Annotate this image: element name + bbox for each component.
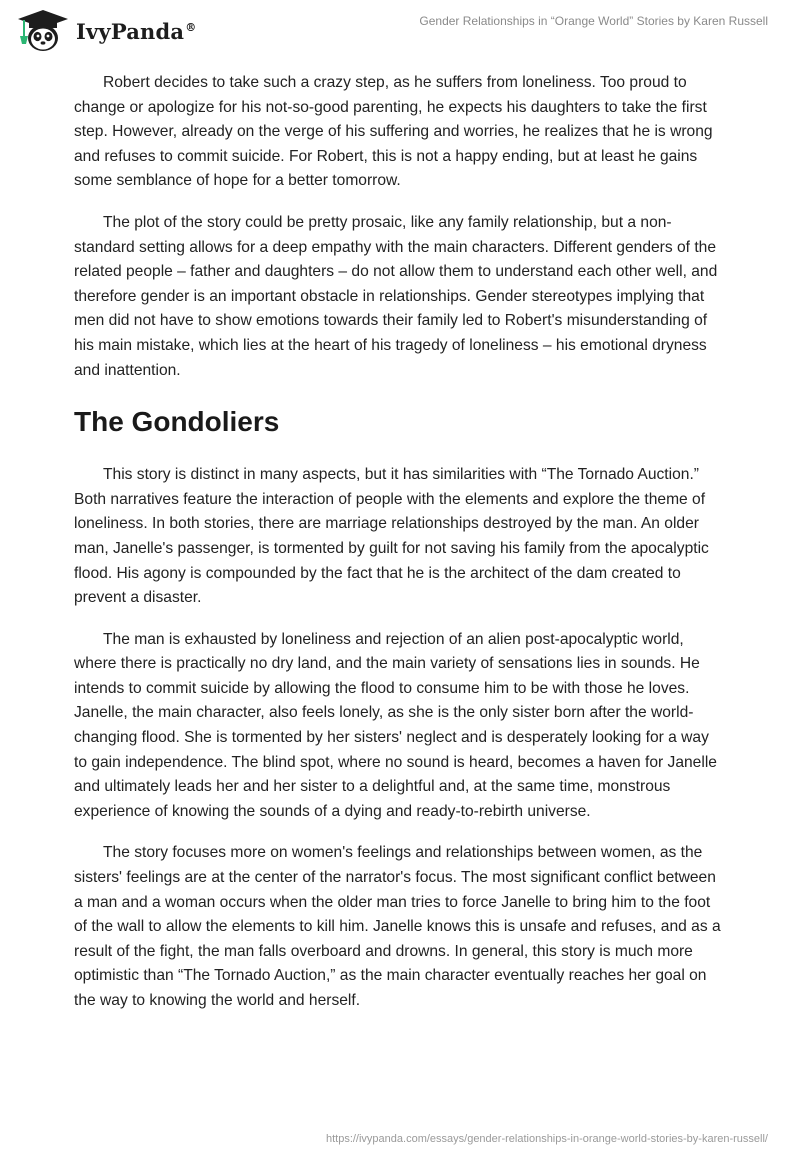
page-header	[0, 0, 800, 60]
panda-graduate-icon	[14, 8, 72, 54]
paragraph: This story is distinct in many aspects, but it has similarities with “The Tornado Auction.” Both narratives feature the interaction of people with the elements and explore the theme of loneliness. In both stories, there are marriage relationships destroyed by the man. An older man, Janelle's passenger, is tormented by guilt for not saving his family from the apocalyptic flood. His agony is compounded by the fact that he is the architect of the dam created to prevent a disaster.	[74, 466, 709, 607]
registered-mark: ®	[185, 20, 197, 34]
document-title: Gender Relationships in “Orange World” Stories by Karen Russell	[419, 14, 768, 28]
essay-content	[74, 71, 724, 1031]
paragraph: The plot of the story could be pretty prosaic, like any family relationship, but a non-standard setting allows for a deep empathy with the main characters. Different genders of the related people – father and daughters – do not allow them to understand each other well, and therefore gender is an important obstacle in relationships. Gender stereotypes implying that men did not have to show emotions towards their family led to Robert's misunderstanding of his main mistake, which lies at the heart of his tragedy of loneliness – his emotional dryness and inattention.	[74, 213, 718, 379]
source-url[interactable]: https://ivypanda.com/essays/gender-relationships-in-orange-world-stories-by-karen-russell/	[325, 1133, 768, 1145]
section-heading: The Gondoliers	[74, 406, 280, 438]
paragraph: The story focuses more on women's feelings and relationships between women, as the sisters' feelings are at the center of the narrator's focus. The most significant conflict between a man and a woman occurs when the older man tries to force Janelle to bring him to the foot of the wall to allow the elements to kill him. Janelle knows this is unsafe and refuses, and as a result of the fight, the man falls overboard and drowns. In general, this story is much more optimistic than “The Tornado Auction,” as the main character eventually reaches her goal on the way to knowing the world and herself.	[74, 844, 721, 1009]
paragraph: The man is exhausted by loneliness and rejection of an alien post-apocalyptic world, where there is practically no dry land, and the main variety of sensations lies in sounds. He intends to commit suicide by allowing the flood to consume him to be with those he loves. Janelle, the main character, also feels lonely, as she is the only sister born after the world-changing flood. She is tormented by her sisters' neglect and is desperately looking for a way to gain independence. The blind spot, where no sound is heard, becomes a haven for Janelle and ultimately leads her and her sister to a delightful and, at the same time, monstrous experience of knowing the sounds of a dying and ready-to-rebirth universe.	[74, 630, 717, 820]
brand-name: IvyPanda®	[76, 18, 197, 44]
paragraph: Robert decides to take such a crazy step, as he suffers from loneliness. Too proud to change or apologize for his not-so-good parenting, he expects his daughters to take the first step. However, already on the verge of his suffering and worries, he realizes that he is wrong and refuses to commit suicide. For Robert, this is not a happy ending, but at least he gains some semblance of hope for a better tomorrow.	[74, 74, 713, 190]
ivypanda-logo[interactable]	[14, 8, 196, 54]
